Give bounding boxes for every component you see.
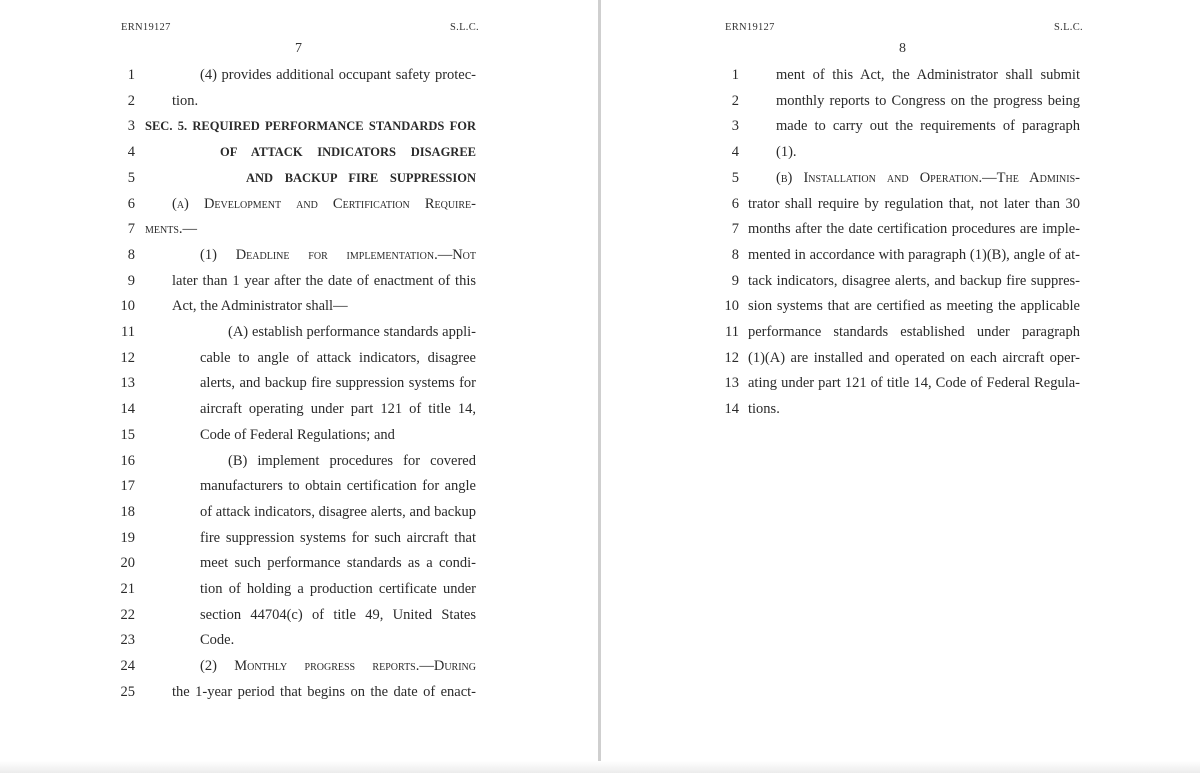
line-text: alerts, and backup fire suppression systems for <box>200 375 476 392</box>
right-page-line <box>602 347 1200 369</box>
line-number: 8 <box>127 246 135 263</box>
line-number: 22 <box>120 606 135 623</box>
line-text: (b) Installation and Operation.—The Adminis- <box>776 169 1080 186</box>
left-page-line <box>0 141 598 163</box>
line-number: 4 <box>731 144 739 161</box>
left-header-slc: S.L.C. <box>450 22 479 33</box>
line-text: meet such performance standards as a condi- <box>200 555 476 572</box>
left-page-line <box>0 321 598 343</box>
left-page-line <box>0 501 598 523</box>
line-text: cable to angle of attack indicators, disagree <box>200 349 476 366</box>
line-text: monthly reports to Congress on the progress being <box>776 92 1080 109</box>
line-text: OF ATTACK INDICATORS DISAGREE <box>220 145 476 160</box>
left-page-line <box>0 244 598 266</box>
left-page-line <box>0 90 598 112</box>
line-text: (A) establish performance standards appli- <box>228 324 476 340</box>
line-text: ating under part 121 of title 14, Code of Federal Regula- <box>748 375 1080 392</box>
right-page-line <box>602 398 1200 420</box>
line-number: 19 <box>120 529 135 546</box>
line-number: 13 <box>724 375 739 392</box>
right-page-number: 8 <box>899 41 906 56</box>
line-text: Code of Federal Regulations; and <box>200 426 395 443</box>
line-number: 3 <box>127 118 135 135</box>
line-text: made to carry out the requirements of paragraph <box>776 118 1080 135</box>
right-page-line <box>602 372 1200 394</box>
left-page-line <box>0 398 598 420</box>
line-text: the 1-year period that begins on the date of enact- <box>172 683 476 700</box>
line-text: tion of holding a production certificate under <box>200 581 476 597</box>
line-number: 10 <box>724 298 739 315</box>
right-page-line <box>602 270 1200 292</box>
line-number: 18 <box>120 503 135 520</box>
left-page-line <box>0 270 598 292</box>
left-page-line <box>0 218 598 240</box>
line-text: Act, the Administrator shall— <box>172 298 348 315</box>
left-page-number: 7 <box>295 41 302 56</box>
line-number: 1 <box>127 67 135 83</box>
line-number: 6 <box>127 195 135 212</box>
line-number: 12 <box>120 349 135 366</box>
line-text: trator shall require by regulation that, not later than 30 <box>748 195 1080 212</box>
right-page-line <box>602 193 1200 215</box>
line-text: tions. <box>748 401 780 418</box>
line-number: 10 <box>120 298 135 315</box>
left-page-line <box>0 295 598 317</box>
line-text: (1). <box>776 144 797 161</box>
line-number: 2 <box>127 92 135 109</box>
line-text: tion. <box>172 92 199 109</box>
right-page-line <box>602 295 1200 317</box>
left-page-line <box>0 424 598 446</box>
line-number: 14 <box>724 401 739 418</box>
left-page-line <box>0 604 598 626</box>
line-text: sion systems that are certified as meeting the applicable <box>748 298 1080 315</box>
line-text: SEC. 5. REQUIRED PERFORMANCE STANDARDS FOR <box>145 119 476 134</box>
right-header-slc: S.L.C. <box>1054 22 1083 33</box>
left-page-line <box>0 115 598 137</box>
line-text: months after the date certification procedures are imple- <box>748 221 1080 238</box>
line-number: 7 <box>731 221 739 238</box>
left-page-line <box>0 552 598 574</box>
left-page-line <box>0 372 598 394</box>
left-page-line <box>0 64 598 86</box>
line-number: 21 <box>120 581 135 597</box>
line-number: 3 <box>731 118 739 135</box>
line-number: 25 <box>120 683 135 700</box>
left-page-line <box>0 629 598 651</box>
line-number: 8 <box>731 246 739 263</box>
line-number: 9 <box>731 272 739 289</box>
line-number: 15 <box>120 426 135 443</box>
line-number: 2 <box>731 92 739 109</box>
line-number: 24 <box>120 658 135 675</box>
left-page <box>0 0 598 773</box>
line-number: 9 <box>127 272 135 289</box>
left-page-line <box>0 193 598 215</box>
line-text: (B) implement procedures for covered <box>228 452 476 469</box>
page-divider <box>598 0 601 773</box>
right-page-line <box>602 64 1200 86</box>
line-number: 14 <box>120 401 135 418</box>
line-text: (1)(A) are installed and operated on each aircraft oper- <box>748 349 1080 366</box>
left-page-line <box>0 450 598 472</box>
line-text: manufacturers to obtain certification for angle <box>200 478 476 495</box>
line-number: 11 <box>121 324 135 340</box>
line-text: later than 1 year after the date of enactment of this <box>172 272 476 289</box>
line-number: 5 <box>731 169 739 186</box>
right-page-line <box>602 218 1200 240</box>
right-page-line <box>602 90 1200 112</box>
left-page-line <box>0 347 598 369</box>
right-page-line <box>602 141 1200 163</box>
line-number: 6 <box>731 195 739 212</box>
line-text: (a) Development and Certification Require- <box>172 195 476 212</box>
line-number: 13 <box>120 375 135 392</box>
left-page-line <box>0 681 598 703</box>
bottom-shadow <box>0 761 1200 773</box>
line-number: 5 <box>127 169 135 186</box>
right-page-line <box>602 321 1200 343</box>
left-page-line <box>0 527 598 549</box>
line-text: (2) Monthly progress reports.—During <box>200 658 476 675</box>
right-header-id: ERN19127 <box>725 22 775 33</box>
line-number: 17 <box>120 478 135 495</box>
line-text: tack indicators, disagree alerts, and backup fire suppres- <box>748 272 1080 289</box>
right-page-line <box>602 115 1200 137</box>
line-text: Code. <box>200 632 235 649</box>
left-page-line <box>0 578 598 600</box>
line-text: AND BACKUP FIRE SUPPRESSION <box>246 170 476 185</box>
left-page-line <box>0 167 598 189</box>
line-text: ments.— <box>145 221 198 238</box>
right-page <box>602 0 1200 773</box>
line-number: 7 <box>127 221 135 238</box>
line-text: mented in accordance with paragraph (1)(B), angle of at- <box>748 246 1080 263</box>
line-text: performance standards established under paragraph <box>748 324 1080 340</box>
line-number: 11 <box>725 324 739 340</box>
line-text: (1) Deadline for implementation.—Not <box>200 246 476 263</box>
line-text: of attack indicators, disagree alerts, and backup <box>200 503 476 520</box>
line-text: aircraft operating under part 121 of title 14, <box>200 401 476 418</box>
line-number: 4 <box>127 144 135 161</box>
line-text: section 44704(c) of title 49, United States <box>200 606 476 623</box>
right-page-line <box>602 244 1200 266</box>
line-text: ment of this Act, the Administrator shall submit <box>776 67 1080 83</box>
left-page-line <box>0 475 598 497</box>
line-number: 20 <box>120 555 135 572</box>
left-page-line <box>0 655 598 677</box>
right-page-line <box>602 167 1200 189</box>
line-number: 23 <box>120 632 135 649</box>
line-number: 16 <box>120 452 135 469</box>
line-text: fire suppression systems for such aircraft that <box>200 529 476 546</box>
left-header-id: ERN19127 <box>121 22 171 33</box>
line-text: (4) provides additional occupant safety protec- <box>200 67 476 83</box>
line-number: 1 <box>731 67 739 83</box>
line-number: 12 <box>724 349 739 366</box>
